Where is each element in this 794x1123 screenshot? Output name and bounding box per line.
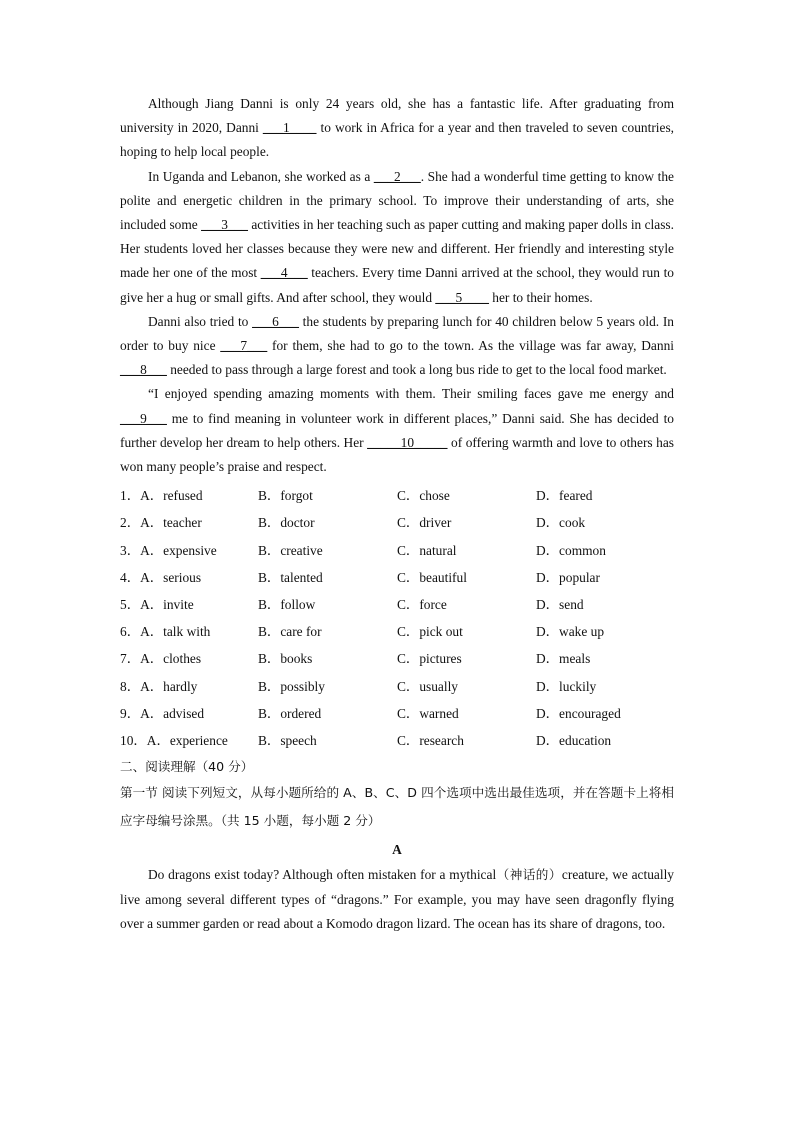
option-c: C．driver xyxy=(397,515,452,531)
text-segment: activities in her teaching such as paper cutting and making paper dolls in class. Her students loved her classes because they were new and different. Her friendly and interesting style made her one of the most xyxy=(120,217,674,281)
blank-9: ___9___ xyxy=(120,410,167,426)
cloze-paragraph-2 xyxy=(120,165,674,310)
option-d: D．feared xyxy=(536,488,593,504)
text-segment: . She had a wonderful time getting to know the polite and energetic children in the primary school. To improve their understanding of arts, she included some xyxy=(120,168,674,233)
text-segment: In Uganda and Lebanon, she worked as a xyxy=(148,168,374,184)
option-c: C．research xyxy=(397,732,464,748)
option-c: C．pictures xyxy=(397,651,462,667)
option-c: C．force xyxy=(397,597,447,612)
text-segment: needed to pass through a large forest and took a long bus ride to get to the local food market. xyxy=(166,362,667,378)
option-c: C．warned xyxy=(397,705,459,721)
blank-7: ___7___ xyxy=(220,338,268,354)
question-3-options xyxy=(120,537,674,564)
question-6-options xyxy=(120,618,674,645)
exam-content xyxy=(120,92,674,937)
blank-5: ___5____ xyxy=(435,289,489,305)
option-d: D．luckily xyxy=(536,678,597,694)
option-a: 9．A．advised xyxy=(120,705,205,721)
reading-paragraph-1 xyxy=(120,863,674,937)
option-a: 4．A．serious xyxy=(120,569,202,585)
option-a: 6．A．talk with xyxy=(120,624,211,640)
option-b: B．forgot xyxy=(258,488,313,504)
passage-label: A xyxy=(392,842,402,858)
option-b: B．possibly xyxy=(258,678,325,694)
question-8-options xyxy=(120,673,674,700)
blank-10: _____10_____ xyxy=(367,434,448,450)
option-b: B．speech xyxy=(258,732,317,748)
question-10-options xyxy=(120,727,674,754)
blank-6: ___6___ xyxy=(252,313,299,329)
option-b: B．creative xyxy=(258,542,323,558)
option-b: B．talented xyxy=(258,569,323,585)
option-d: D．encouraged xyxy=(536,705,621,721)
question-4-options xyxy=(120,564,674,591)
option-a: 3．A．expensive xyxy=(120,542,217,558)
section-instructions: 第一节 阅读下列短文，从每小题所给的 A、B、C、D 四个选项中选出最佳选项，并在答题卡上将相应字母编号涂黑。（共 15 小题，每小题 2 分） xyxy=(120,785,674,829)
text-segment: Although Jiang Danni is only 24 years old, she has a fantastic life. After graduating from university in 2020, Danni xyxy=(120,96,674,136)
option-b: B．care for xyxy=(258,624,322,640)
answer-options xyxy=(120,482,674,754)
option-d: D．wake up xyxy=(536,624,605,640)
option-a: 5．A．invite xyxy=(120,597,194,612)
option-d: D．popular xyxy=(536,569,600,585)
option-a: 8．A．hardly xyxy=(120,678,198,694)
cloze-paragraph-1 xyxy=(120,92,674,165)
text-segment: to work in Africa for a year and then traveled to seven countries, hoping to help local people. xyxy=(120,120,675,160)
blank-3: ___3___ xyxy=(201,217,248,233)
option-c: C．beautiful xyxy=(397,569,467,585)
option-a: 7．A．clothes xyxy=(120,651,202,667)
question-7-options xyxy=(120,645,674,672)
option-d: D．meals xyxy=(536,651,591,667)
option-b: B．doctor xyxy=(258,515,315,531)
text-segment: Danni also tried to xyxy=(148,313,253,329)
section-heading: 二、阅读理解（40 分） xyxy=(120,759,254,775)
text-segment: creature, we actually live among several different types of “dragons.” For example, you may have seen dragonfly flying over a summer garden or read about a Komodo dragon lizard. The ocean has its share of dragons, too. xyxy=(120,867,674,932)
option-c: C．natural xyxy=(397,542,457,558)
question-1-options xyxy=(120,482,674,509)
text-segment: her to their homes. xyxy=(488,289,593,305)
option-d: D．education xyxy=(536,732,612,748)
option-d: D．send xyxy=(536,597,584,612)
option-a: 2．A．teacher xyxy=(120,515,202,531)
option-a: 1．A．refused xyxy=(120,488,203,504)
option-a: 10．A．experience xyxy=(120,732,228,748)
text-segment: for them, she had to go to the town. As the village was far away, Danni xyxy=(267,338,674,354)
option-b: B．ordered xyxy=(258,705,322,721)
text-segment: the students by preparing lunch for 40 children below 5 years old. In order to buy nice xyxy=(120,313,674,354)
cloze-paragraph-3 xyxy=(120,310,674,383)
text-segment: teachers. Every time Danni arrived at the school, they would run to give her a hug or small gifts. And after school, they would xyxy=(120,265,674,305)
option-c: C．pick out xyxy=(397,624,463,640)
blank-8: ___8___ xyxy=(120,362,167,378)
chinese-gloss: （神话的） xyxy=(496,867,562,883)
option-d: D．common xyxy=(536,542,606,558)
option-c: C．usually xyxy=(397,678,459,694)
blank-2: ___2___ xyxy=(373,168,421,184)
option-c: C．chose xyxy=(397,488,450,504)
question-2-options xyxy=(120,509,674,536)
cloze-paragraph-4 xyxy=(120,382,674,479)
blank-4: ___4___ xyxy=(260,265,308,281)
option-b: B．follow xyxy=(258,597,316,612)
question-9-options xyxy=(120,700,674,727)
text-segment: of offering warmth and love to others has won many people’s praise and respect. xyxy=(120,434,674,475)
question-5-options xyxy=(120,591,674,618)
option-b: B．books xyxy=(258,651,313,667)
blank-1: ___1____ xyxy=(262,120,317,136)
text-segment: “I enjoyed spending amazing moments with them. Their smiling faces gave me energy and xyxy=(148,386,674,402)
text-segment: Do dragons exist today? Although often mistaken for a mythical xyxy=(148,867,497,883)
option-d: D．cook xyxy=(536,515,586,531)
text-segment: me to find meaning in volunteer work in different places,” Danni said. She has decided to further develop her dream to help others. Her xyxy=(120,410,674,450)
